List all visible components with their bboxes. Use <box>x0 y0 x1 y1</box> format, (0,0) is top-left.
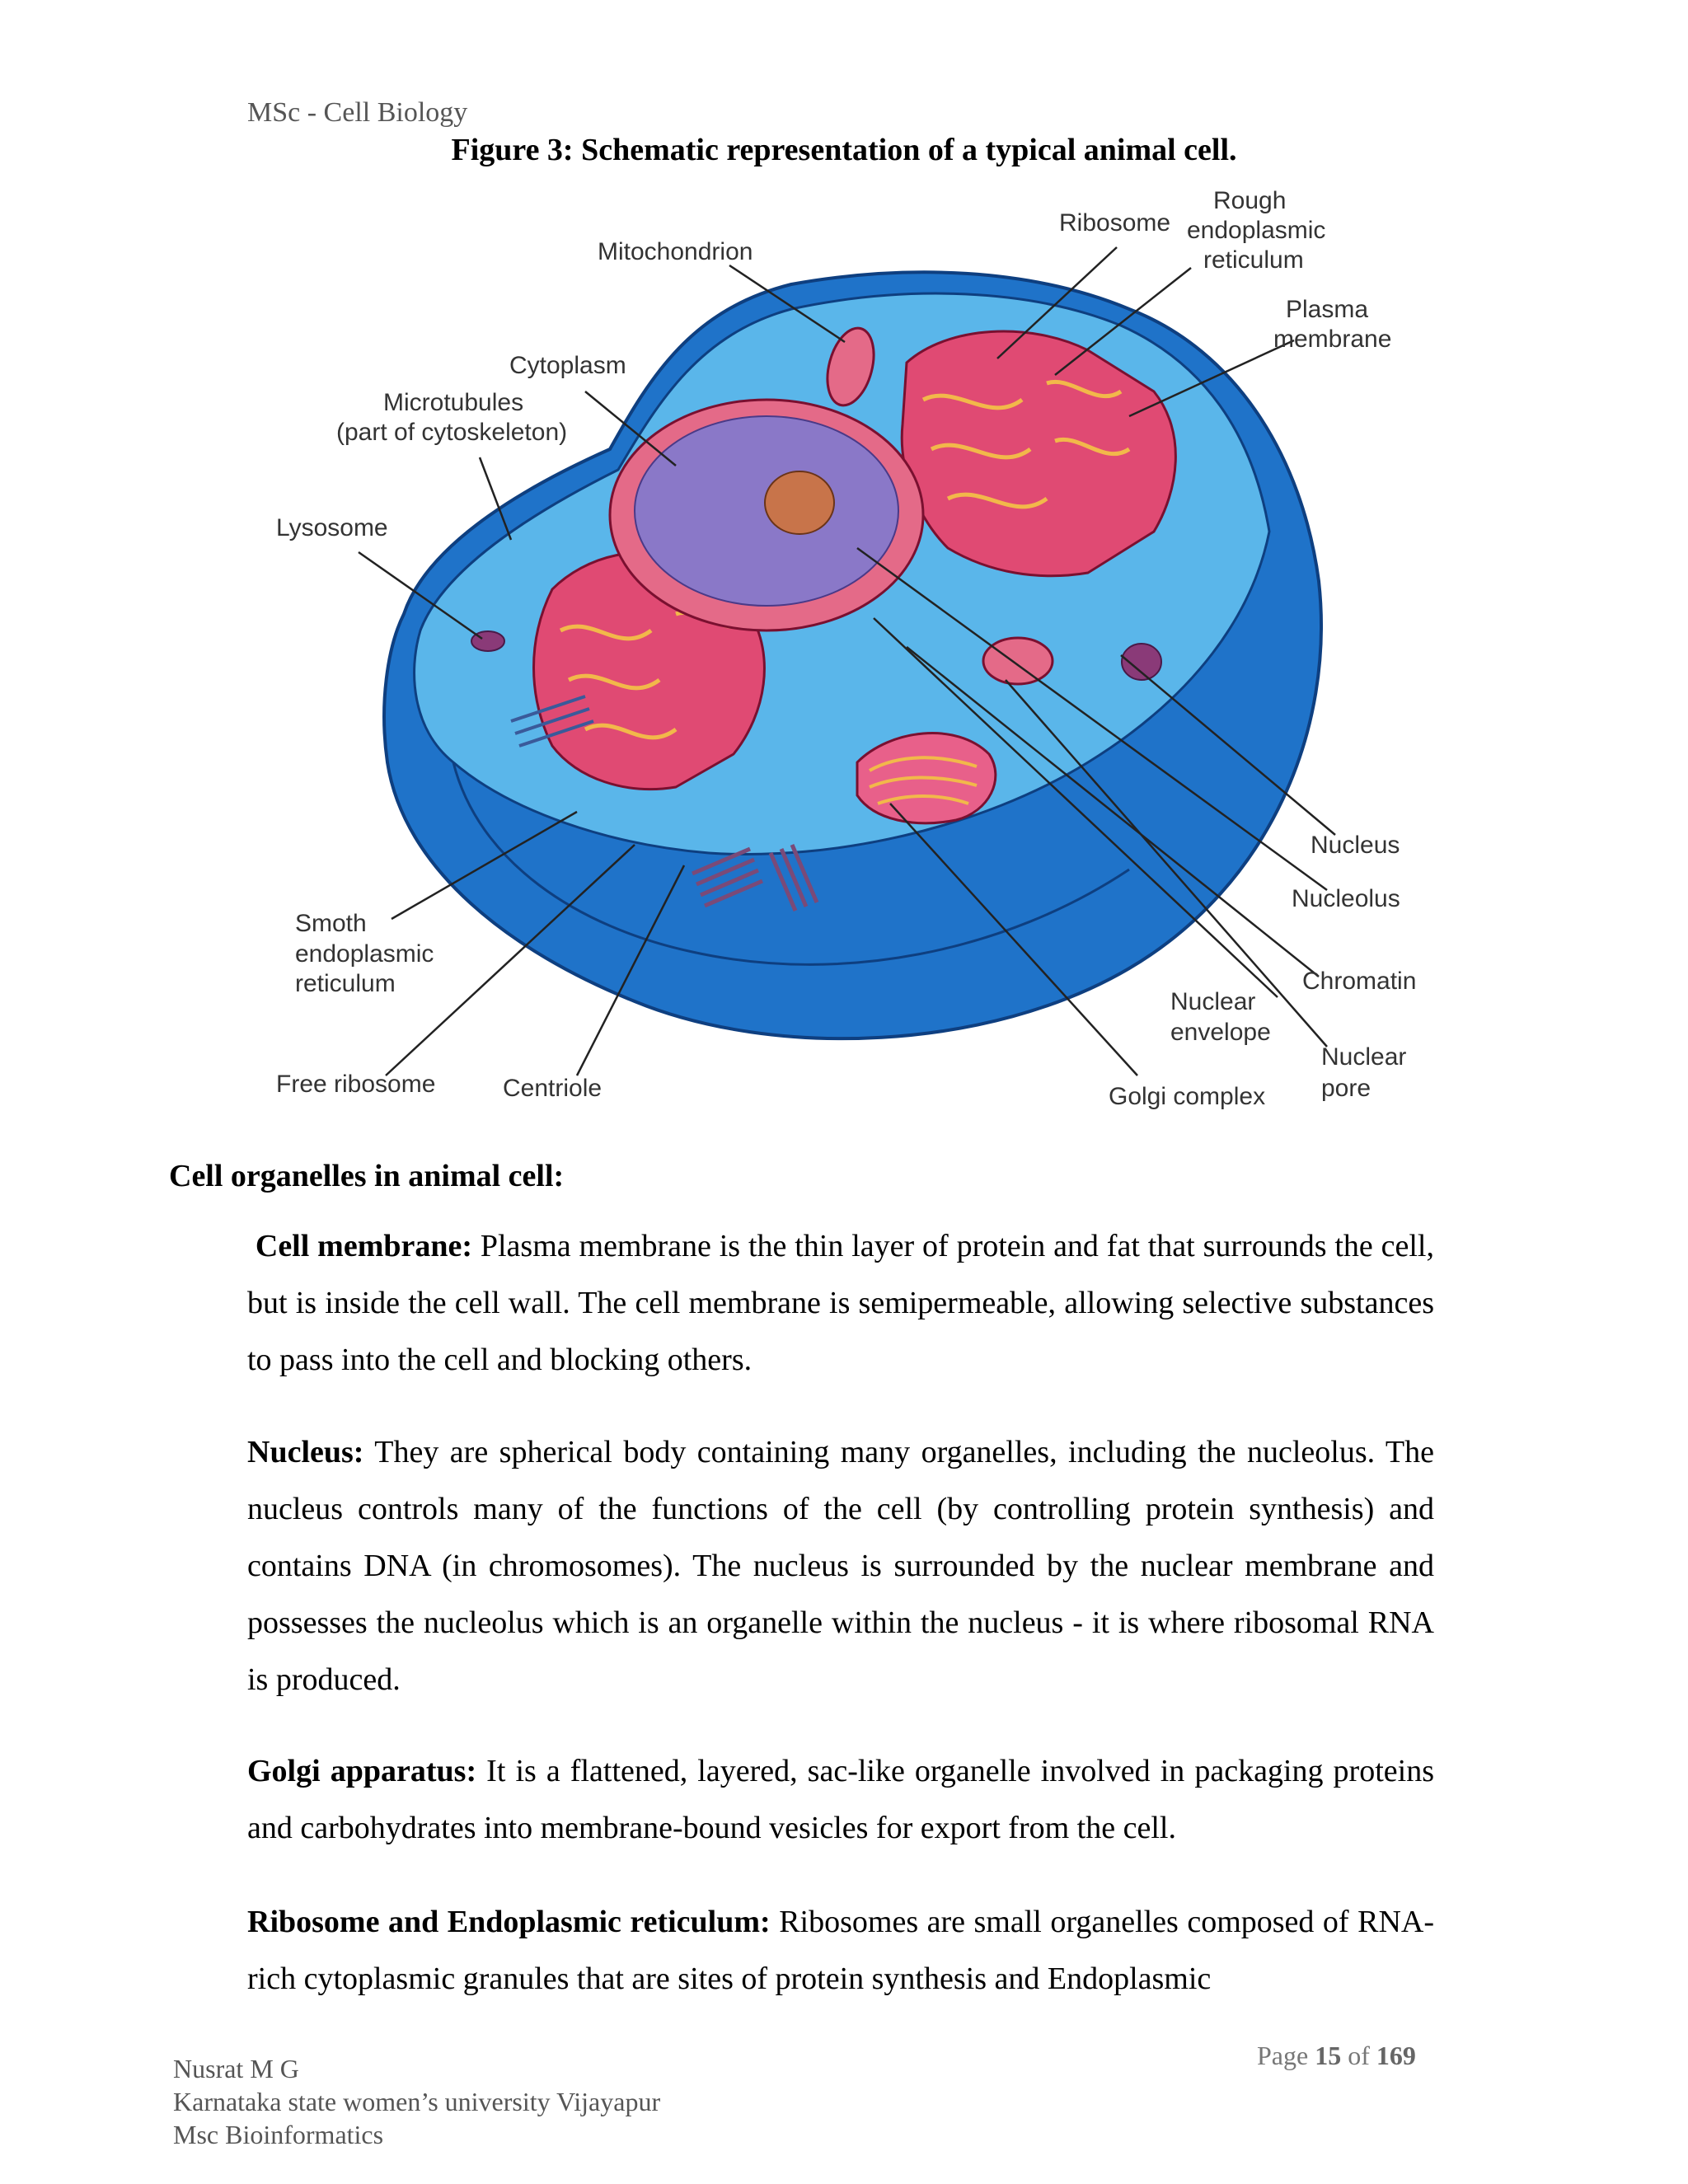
label-centriole: Centriole <box>503 1075 603 1102</box>
label-smooth-er-3: reticulum <box>295 970 396 997</box>
golgi-complex <box>857 733 996 823</box>
term-golgi: Golgi apparatus: <box>247 1754 477 1788</box>
mitochondrion-small <box>983 638 1053 684</box>
label-microtubules-1: Microtubules <box>383 389 524 416</box>
section-title: Cell organelles in animal cell: <box>169 1159 565 1193</box>
term-nucleus: Nucleus: <box>247 1435 364 1469</box>
page-number <box>1257 2041 1416 2071</box>
label-plasma-membrane-1: Plasma <box>1286 296 1369 323</box>
label-nuclear-pore-2: pore <box>1321 1075 1372 1102</box>
text-golgi: It is a flattened, layered, sac-like organelle involved in packaging proteins and carbohydrates into membrane-bound vesicles for export from the cell. <box>247 1754 1434 1845</box>
footer-author: Nusrat M G <box>173 2054 299 2083</box>
footer-institution: Karnataka state women’s university Vijayapur <box>173 2087 661 2116</box>
label-free-ribosome: Free ribosome <box>276 1071 436 1098</box>
label-lysosome: Lysosome <box>276 514 388 541</box>
page-total: 169 <box>1376 2041 1416 2070</box>
page-mid: of <box>1341 2041 1376 2070</box>
footer-program: Msc Bioinformatics <box>173 2120 384 2149</box>
label-nuclear-envelope-2: envelope <box>1170 1019 1271 1046</box>
figure-title: Figure 3: Schematic representation of a typical animal cell. <box>451 133 1237 167</box>
text-cell-membrane: Plasma membrane is the thin layer of protein and fat that surrounds the cell, but is inside the cell wall. The cell membrane is semipermeable, allowing selective substances to pass into the cell and blocking others. <box>247 1229 1434 1377</box>
paragraph-golgi <box>247 1743 1434 1857</box>
page-prefix: Page <box>1257 2041 1315 2070</box>
label-ribosome: Ribosome <box>1059 209 1171 237</box>
text-ribosome-er: Ribosomes are small organelles composed of RNA-rich cytoplasmic granules that are sites of protein synthesis and Endoplasmic <box>247 1905 1434 1996</box>
label-nucleus: Nucleus <box>1311 832 1400 859</box>
cell-diagram <box>264 185 1459 1133</box>
label-chromatin: Chromatin <box>1302 968 1417 995</box>
term-cell-membrane: Cell membrane: <box>255 1229 472 1263</box>
label-golgi-complex: Golgi complex <box>1109 1083 1266 1110</box>
label-nuclear-envelope-1: Nuclear <box>1170 988 1256 1015</box>
paragraph-cell-membrane <box>247 1218 1434 1389</box>
label-rough-er-3: reticulum <box>1203 246 1304 274</box>
nucleolus <box>765 471 834 534</box>
nucleus <box>610 400 923 630</box>
label-smooth-er-2: endoplasmic <box>295 940 434 968</box>
page-current: 15 <box>1315 2041 1342 2070</box>
running-header: MSc - Cell Biology <box>247 97 468 128</box>
paragraph-ribosome-er <box>247 1894 1434 2008</box>
label-rough-er-2: endoplasmic <box>1187 217 1326 244</box>
paragraph-nucleus <box>247 1424 1434 1708</box>
label-cytoplasm: Cytoplasm <box>509 352 626 379</box>
label-microtubules-2: (part of cytoskeleton) <box>336 419 568 446</box>
text-nucleus: They are spherical body containing many organelles, including the nucleolus. The nucleus controls many of the functions of the cell (by controlling protein synthesis) and contains DNA (in chromosomes). The nucleus is surrounded by the nuclear membrane and possesses the nucleolus which is an organelle within the nucleus - it is where ribosomal RNA is produced. <box>247 1435 1434 1697</box>
label-mitochondrion: Mitochondrion <box>598 238 753 265</box>
label-nucleolus: Nucleolus <box>1292 885 1400 912</box>
label-plasma-membrane-2: membrane <box>1273 326 1392 353</box>
label-smooth-er-1: Smoth <box>295 910 367 937</box>
term-ribosome-er: Ribosome and Endoplasmic reticulum: <box>247 1905 771 1939</box>
footer-author-block <box>173 2052 660 2151</box>
label-nuclear-pore-1: Nuclear <box>1321 1043 1407 1071</box>
label-rough-er-1: Rough <box>1213 187 1287 214</box>
